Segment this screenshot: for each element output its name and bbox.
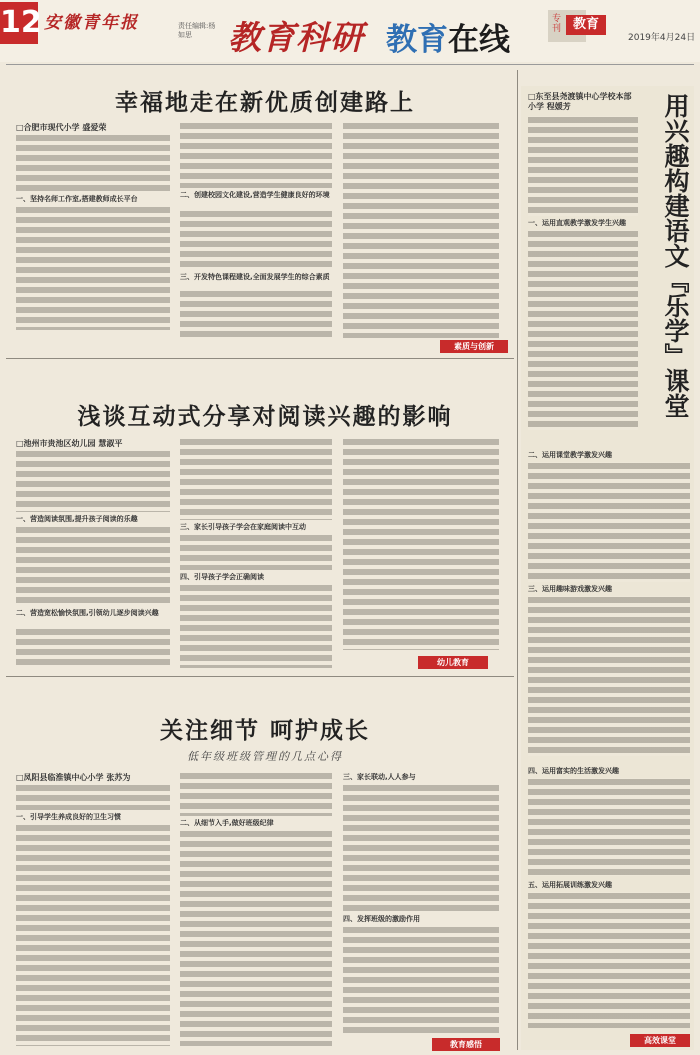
article-3-head-1: 一、引导学生养成良好的卫生习惯 xyxy=(16,813,121,821)
sidebar-col-2 xyxy=(528,462,690,582)
article-1-col-2b xyxy=(180,210,332,270)
page-number: 12 xyxy=(0,2,38,44)
sidebar-head-3: 三、运用趣味游戏激发兴趣 xyxy=(528,585,612,593)
sidebar-title: 用兴趣构建语文『乐学』课堂 xyxy=(661,93,690,418)
article-2-head-3: 三、家长引导孩子学会在家庭阅读中互动 xyxy=(180,523,306,531)
article-2-byline: □池州市贵池区幼儿园 慧淑平 xyxy=(16,439,123,448)
article-1-col-1b xyxy=(16,206,170,330)
article-1-byline: □合肥市现代小学 盛爱荣 xyxy=(16,123,107,132)
article-1-head-2: 二、创建校园文化建设,营造学生健康良好的环境 xyxy=(180,191,330,199)
article-2-head-2: 二、营造宽松愉快氛围,引领幼儿逐步阅读兴趣 xyxy=(16,609,159,617)
article-2-col-1 xyxy=(16,450,170,512)
online-label-main: 教育 xyxy=(386,22,448,58)
sidebar-divider xyxy=(517,70,518,1050)
article-1-badge: 素质与创新 xyxy=(440,340,508,353)
paper-name: 安徽青年报 xyxy=(44,13,139,33)
article-1-col-1 xyxy=(16,134,170,192)
article-3-head-4: 四、发挥班级的激励作用 xyxy=(343,915,420,923)
article-2-badge: 幼儿教育 xyxy=(418,656,488,669)
article-3-byline: □凤阳县临淮镇中心小学 张苏为 xyxy=(16,773,131,782)
article-2-col-2 xyxy=(180,438,332,520)
article-1-col-3 xyxy=(343,122,499,338)
online-label-suffix: 在线 xyxy=(448,22,510,58)
article-3-head-2: 二、从细节入手,做好班级纪律 xyxy=(180,819,274,827)
sidebar-head-4: 四、运用富实的生活激发兴趣 xyxy=(528,767,619,775)
article-3-col-2b xyxy=(180,830,332,1046)
article-1-col-2c xyxy=(180,290,332,338)
article-3-col-3b xyxy=(343,926,499,1034)
divider-2 xyxy=(6,676,514,677)
article-1-head-1: 一、坚持名师工作室,搭建教师成长平台 xyxy=(16,195,138,203)
divider-1 xyxy=(6,358,514,359)
sidebar-badge: 高效课堂 xyxy=(630,1034,690,1047)
sidebar-col-1b xyxy=(528,230,638,430)
article-3-col-1b xyxy=(16,824,170,1046)
article-3-subtitle: 低年级班级管理的几点心得 xyxy=(187,750,343,763)
article-2-col-2c xyxy=(180,584,332,668)
article-2-col-3 xyxy=(343,438,499,650)
sidebar-head-1: 一、运用直观教学激发学生兴趣 xyxy=(528,219,626,227)
sidebar-head-5: 五、运用拓展训练激发兴趣 xyxy=(528,881,612,889)
online-label xyxy=(386,14,510,59)
article-3-badge: 教育感悟 xyxy=(432,1038,500,1051)
issue-date: 2019年4月24日 xyxy=(628,33,696,43)
article-1-col-2 xyxy=(180,122,332,188)
article-3-col-2 xyxy=(180,772,332,816)
article-3-title: 关注细节 呵护成长 xyxy=(159,717,370,744)
article-3-col-3 xyxy=(343,784,499,912)
sidebar-col-1 xyxy=(528,116,638,216)
article-2-col-1b xyxy=(16,526,170,606)
sidebar-head-2: 二、运用课堂教学激发兴趣 xyxy=(528,451,612,459)
right-tag-right: 教育 xyxy=(566,15,606,35)
article-2-col-2b xyxy=(180,534,332,570)
article-1-title: 幸福地走在新优质创建路上 xyxy=(115,89,415,116)
article-3-col-1 xyxy=(16,784,170,810)
sidebar-col-5 xyxy=(528,892,690,1028)
article-3-head-3: 三、家长联动,人人参与 xyxy=(343,773,416,781)
article-1-head-3: 三、开发特色课程建设,全面发展学生的综合素质 xyxy=(180,273,330,281)
section-title: 教育科研 xyxy=(228,18,364,57)
sidebar-byline: □东至县尧渡镇中心学校本部小学 程媛芳 xyxy=(528,92,632,111)
article-2-head-4: 四、引导孩子学会正确阅读 xyxy=(180,573,264,581)
masthead-rule xyxy=(6,64,694,65)
masthead xyxy=(0,0,700,62)
sidebar-col-3 xyxy=(528,596,690,756)
article-2-col-1c xyxy=(16,628,170,668)
article-2-title: 浅谈互动式分享对阅读兴趣的影响 xyxy=(77,403,453,430)
editor-info: 责任编辑:杨如思 xyxy=(178,22,216,39)
right-tag-left: 专刊 xyxy=(552,14,562,34)
sidebar-col-4 xyxy=(528,778,690,876)
article-2-head-1: 一、营造阅读氛围,提升孩子阅读的乐趣 xyxy=(16,515,138,523)
